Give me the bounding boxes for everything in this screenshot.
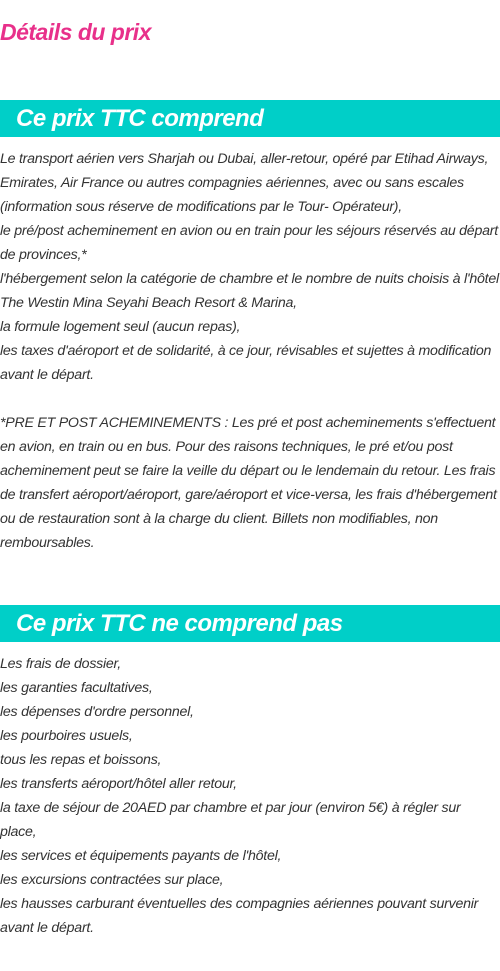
- excluded-item: tous les repas et boissons,: [0, 752, 162, 768]
- excluded-item: les services et équipements payants de l'hôtel,: [0, 848, 282, 864]
- included-item: la formule logement seul (aucun repas),: [0, 319, 241, 335]
- excluded-item: les garanties facultatives,: [0, 680, 153, 696]
- included-note: [0, 411, 500, 555]
- excluded-list: [0, 652, 500, 940]
- acheminement-note: *PRE ET POST ACHEMINEMENTS : Les pré et post acheminements s'effectuent en avion, en train ou en bus. Pour des raisons techniques, le pré et/ou post acheminement peut se faire la veille du départ ou le lendemain du retour. Les frais de transfert aéroport/aéroport, gare/aéroport et vice-versa, les frais d'hébergement ou de restauration sont à la charge du client. Billets non modifiables, non remboursables.: [0, 415, 497, 551]
- included-heading: Ce prix TTC comprend: [0, 100, 500, 137]
- excluded-item: la taxe de séjour de 20AED par chambre et par jour (environ 5€) à régler sur place,: [0, 800, 461, 840]
- page-title: Détails du prix: [0, 19, 151, 45]
- excluded-item: les pourboires usuels,: [0, 728, 133, 744]
- included-list: [0, 147, 500, 387]
- included-item: les taxes d'aéroport et de solidarité, à ce jour, révisables et sujettes à modification avant le départ.: [0, 343, 492, 383]
- excluded-item: les hausses carburant éventuelles des compagnies aériennes pouvant survenir avant le départ.: [0, 896, 479, 936]
- included-item: l'hébergement selon la catégorie de chambre et le nombre de nuits choisis à l'hôtel The Westin Mina Seyahi Beach Resort & Marina,: [0, 271, 499, 311]
- excluded-item: les dépenses d'ordre personnel,: [0, 704, 194, 720]
- included-item: le pré/post acheminement en avion ou en train pour les séjours réservés au départ de provinces,*: [0, 223, 498, 263]
- included-item: Le transport aérien vers Sharjah ou Dubai, aller-retour, opéré par Etihad Airways, Emirates, Air France ou autres compagnies aériennes, avec ou sans escales (information sous réserve de modifications par le Tour- Opérateur),: [0, 151, 489, 215]
- excluded-item: les excursions contractées sur place,: [0, 872, 224, 888]
- excluded-item: les transferts aéroport/hôtel aller retour,: [0, 776, 237, 792]
- excluded-heading: Ce prix TTC ne comprend pas: [0, 605, 500, 642]
- excluded-item: Les frais de dossier,: [0, 656, 121, 672]
